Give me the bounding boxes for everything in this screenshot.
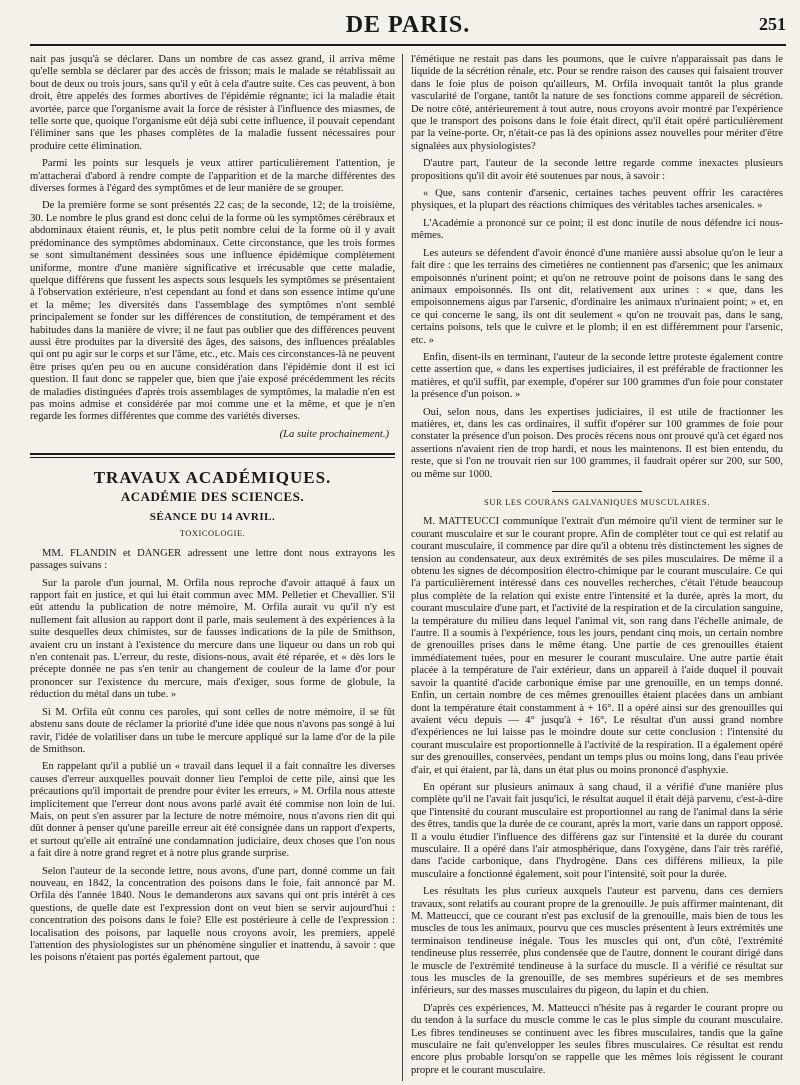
right-paragraph-10: Les résultats les plus curieux auxquels l'auteur est parvenu, dans ces derniers travaux, sont relatifs au courant propre de la grenouille. Je puis affirmer maintenant, dit M. Matteucci, que ce courant n'est pas exclusif de la grenouille, mais bien de tous les muscles de tous les animaux, pourvu que ces muscles présentent à leurs extrémités une terminaison tendineuse inégale. Tous les muscles qui ont, d'un côté, l'extrémité tendineuse plus resserrée, plus condensée que de l'autre, donnent le courant dirigé dans le muscle de l'extrémité tendineuse à la surface du muscle. Il a vérifié ce résultat sur tous les muscles de la grenouille, de ses membres supérieurs et de ses membres inférieurs, sur des masses musculaires du pigeon, du lapin et du chien. [411,886,783,997]
left-paragraph-5: Sur la parole d'un journal, M. Orfila nous reproche d'avoir attaqué à faux un rapport fait en justice, et qui lui était commun avec MM. Pelletier et Chevallier. S'il eût attendu la publication de notre mémoire, M. Orfila aurait vu qu'il n'y est nullement fait allusion au rapport dont il parle, mais seulement à des expériences à la suite desquelles deux chimistes, sur de fausses indications de la pile de Smithson, avaient cru un instant à l'existence du mercure dans une liqueur ou dans un rob qui n'en contenait pas. L'erreur, du reste, disions-nous, avait été réparée, et « dès lors le précepte donnée ne pas s'en tenir au changement de couleur de la lame d'or pour prononcer sur l'existence du mercure, mais d'exiger, sous forme de globule, la réduction du métal dans un tube. » [30,577,395,701]
right-paragraph-4: L'Académie a prononcé sur ce point; il est donc inutile de nous défendre ici nous-mêmes. [411,217,783,242]
left-paragraph-8: Selon l'auteur de la seconde lettre, nous avons, d'une part, donné comme un fait nouveau, en 1842, la concentration des poisons dans le foie, fait annoncé par M. Orfila dès l'année 1840. Nous le demanderons aux savans qui ont pris intérêt à ces questions, de quelle date est l'expression dont on veut bien se servir aujourd'hui : concentration des poisons dans le foie? Elle est postérieure à celle de l'expression : localisation des poisons, par laquelle nous croyons avoir, les premiers, appelé l'attention des physiologistes sur un phénomène singulier et inattendu, à savoir : que les poisons n'étaient pas portés également partout, que [30,865,395,964]
section-title: TRAVAUX ACADÉMIQUES. [93,468,332,488]
right-paragraph-7: Oui, selon nous, dans les expertises judiciaires, il est utile de fractionner les matières, et, dans les cas ordinaires, il suffit d'opérer sur 100 grammes de foie pour constater la présence d'un poison. Des procès récens nous ont prouvé qu'à cet égard nos assertions n'avaient rien de trop hardi, et nous les maintenons. Il est bien entendu, du reste, que si l'on ne trouvait rien sur 100 grammes, il faudrait opérer sur 200, sur 500, ou même sur 1000. [411,406,783,480]
right-paragraph-5: Les auteurs se défendent d'avoir énoncé d'une manière aussi absolue qu'on le leur a fait dire : que les terrains des cimetières ne contiennent pas d'arsenic; que les animaux empoisonnés n'urinent point; et qu'on ne retrouve point de poisons dans le sang des animaux empoisonnés. Ils ont dit, relativement aux urines : « que, dans les empoisonnemens aigus par l'arsenic, d'ordinaire les animaux n'urinaient point; » et, en ce qui concerne le sang, ils ont dit seulement « qu'on ne trouvait pas, dans le sang, certains poisons, tels que le cuivre et le plomb; il en est différemment pour l'arsenic, etc. » [411,247,783,346]
masthead-title: DE PARIS. [345,12,471,38]
left-paragraph-4: MM. FLANDIN et DANGER adressent une lettre dont nous extrayons les passages suivans : [30,547,395,572]
left-paragraph-7: En rappelant qu'il a publié un « travail dans lequel il a fait connaître les diverses causes d'erreur auxquelles pouvait donner lieu l'emploi de cette pile, ainsi que les précautions qu'il importait de prendre pour éviter les erreurs, » M. Orfila nous atteste implicitement que l'erreur dont nous avons parlé avait été commise non loin de lui. Mais, on peut s'en assurer par la lecture de notre mémoire, nous n'avons rien dit qui dût donner à penser qu'une pareille erreur ait été consignée dans un rapport d'experts, et surtout qu'elle ait entraîné une condamnation judiciaire, deux choses que l'on nous a fait dire à notre grand regret et à notre plus grande surprise. [30,761,395,860]
left-paragraph-6: Si M. Orfila eût connu ces paroles, qui sont celles de notre mémoire, il se fût abstenu sans doute de réclamer la priorité d'une idée que nous n'avons pas songé à lui ravir, l'idée de volatiliser dans un tube le mercure appliqué sur la lame d'or de la pile de Smithson. [30,706,395,755]
right-paragraph-11: D'après ces expériences, M. Matteucci n'hésite pas à regarder le courant propre ou du tendon à la surface du muscle comme le cas le plus simple du courant musculaire. Les fibres tendineuses se continuent avec les fibres musculaires, tandis que la gaîne musculaire ne fait qu'envelopper les seules fibres musculaires. Ce résultat est rendu encore plus probable lorsqu'on se rappelle que les mêmes lois régissent le courant propre et le courant musculaire. [411,1002,783,1076]
academy-title: ACADÉMIE DES SCIENCES. [120,488,305,504]
section-rule-thick [30,453,395,455]
right-paragraph-3: « Que, sans contenir d'arsenic, certaines taches peuvent offrir les caractères physiques, et la plupart des réactions chimiques des véritables taches arsenicales. » [411,188,783,212]
subsection-rule [552,491,642,492]
right-paragraph-1: l'émétique ne restait pas dans les poumons, que le cuivre n'apparaissait pas dans le liquide de la sécrétion rénale, etc. Pour se rendre raison des causes qui faisaient trouver dans le foie plus de poison qu'ailleurs, M. Orfila invoquait tantôt la plus grande vascularité de l'organe, tantôt la nature de ses fonctions comme appareil de sécrétion. De notre côté, antérieurement à tout autre, nous croyons avoir montré par l'expérience que le transport des poisons dans le foie était direct, qu'il était opéré particulièrement par la veine-porte. Or, n'était-ce pas là des opinions assez nouvelles pour mériter d'être signalées aux physiologistes? [411,54,783,152]
left-column [30,54,395,1081]
left-paragraph-3: De la première forme se sont présentés 22 cas; de la seconde, 12; de la troisième, 30. Le nombre le plus grand est donc celui de la forme où les symptômes cérébraux et abdominaux étaient réunis, et, le plus petit nombre celui de la forme où il y avait prédominance des symptômes abdominaux. Cette circonstance, que les trois formes se sont simultanément dessinées sous une influence épidémique complètement uniforme, montre d'une manière significative et irrécusable que cette maladie, quelque différens que fussent les aspects sous lesquels les symptômes se présentaient à l'observation extérieure, n'est cependant au fond et dans son essence intime qu'une et la même; les diversités dans l'assemblage des symptômes n'ont semblé principalement se fonder sur les différences de constitution, de tempérament et des habitudes dans la manière de vivre; il ne faut pas oublier que des différences peuvent aussi être produites par la diversité des âges, des saisons, des influences préalables qui ont pu agir sur le corps et sur l'âme, etc., etc. Mais ces circonstances-là ne peuvent être prises qu'en peu ou en aucune considération dans l'épidémie dont il est ici question. Il faut donc se rappeler que, bien que j'aie exposé précédemment les récits de maladies distinguées d'après trois assemblages de symptômes, la maladie n'en est pas moins admise et considérée par moi comme une et la même, et que je n'en regarde les formes différentes que comme des variétés diverses. [30,200,395,423]
right-paragraph-8: M. MATTEUCCI communique l'extrait d'un mémoire qu'il vient de terminer sur le courant musculaire et sur le courant propre. Afin de compléter tout ce qui est relatif au courant musculaire, il commence par dire qu'il a obtenu très distinctement les signes de tension au condensateur, aux deux extrémités de ses piles musculaires. De même il a obtenu les signes de décomposition électro-chimique par le courant musculaire. Ce qui l'a particulièrement intéressé dans ces nouvelles recherches, c'était l'étude beaucoup plus complète de la relation qui existe entre l'intensité et la durée, après la mort, du courant musculaire d'une part, et l'activité de la respiration et de la circulation sanguine, la température du milieu dans lequel l'animal vit, son rang dans l'échelle animale, de l'autre. Il a soumis à l'expérience, tous les jours, pendant cinq mois, un certain nombre de grenouilles prises dans le même étang. Une partie de ces grenouilles étaient immédiatement tuées, pour en mesurer le courant musculaire. Une autre partie était placée à la température de l'air extérieur, dans un appareil à l'aide duquel il pouvait savoir la quantité d'acide carbonique émise par une grenouille, en un temps donné. Enfin, un certain nombre de ces mêmes grenouilles étaient placées dans un ambiant dont la température était constamment à + 16°. Il a opéré ainsi sur des grenouilles qui avaient vécu depuis — 4° jusqu'à + 16°. Le résultat d'un aussi grand nombre d'expériences ne lui laisse pas le moindre doute sur cette conclusion : l'intensité du courant musculaire est proportionnelle à l'activité de la respiration. Il a également opéré sur des grenouilles, conservées, pendant un temps plus ou moins long, dans l'eau privée d'air, et qui étaient, par là, dans un état plus ou moins prononcé d'asphyxie. [411,516,783,776]
page-header [30,4,786,46]
left-paragraph-1: nait pas jusqu'à se déclarer. Dans un nombre de cas assez grand, il arriva même qu'elle sembla se déclarer par des accès de frisson; mais le malade se rétablissait au bout de deux ou trois jours, sans qu'il y eût à cela d'autre suite. Ces cas peuvent, à bon droit, être appelés des formes abortives de l'épidémie régnante; ici la maladie était avortée, parce que l'organisme avait la force de résister à l'influence des miasmes, de telle sorte que, quoique l'organisme eût déjà subi cette influence, il pouvait cependant l'éliminer sans que les phases complètes de la maladie fussent nécessaires pour produire cette élimination. [30,54,395,152]
topic-heading: TOXICOLOGIE. [179,528,246,539]
page-number: 251 [759,14,786,34]
right-paragraph-6: Enfin, disent-ils en terminant, l'auteur de la seconde lettre proteste également contre cette assertion que, « dans les expertises judiciaires, il est préférable de fractionner les matières, et qu'il suffit, par exemple, d'opérer sur 100 grammes d'un foie pour constater la présence d'un poison. » [411,351,783,401]
article-continuation-note: (La suite prochainement.) [279,428,389,440]
right-paragraph-9: En opérant sur plusieurs animaux à sang chaud, il a vérifié d'une manière plus complète qu'il ne l'avait fait jusqu'ici, le résultat auquel il était déjà parvenu, c'est-à-dire que l'intensité du courant musculaire est proportionnel au rang de l'animal dans la série des êtres, tandis que la durée de ce courant, après la mort, varie dans un rapport opposé. Il a voulu étudier l'influence des différens gaz sur l'intensité et la durée du courant musculaire. Il a opéré dans l'air atmosphérique, dans l'oxygène, dans l'air très raréfié, dans l'acide carbonique, dans l'hydrogène. Dans ces différens milieux, la pile musculaire a fonctionné également, soit pour l'intensité, soit pour la durée. [411,781,783,880]
column-divider [402,54,403,1081]
right-paragraph-2: D'autre part, l'auteur de la seconde lettre regarde comme inexactes plusieurs propositions qu'il dit avoir été soutenues par nous, à savoir : [411,158,783,182]
right-column [411,54,783,1081]
session-date: SÉANCE DU 14 AVRIL. [149,511,276,523]
subsection-heading: SUR LES COURANS GALVANIQUES MUSCULAIRES. [484,497,710,507]
left-paragraph-2: Parmi les points sur lesquels je veux attirer particulièrement l'attention, je m'attacherai d'abord à rendre compte de l'apparition et de la marche différentes des diverses formes à l'égard des symptômes et de leur manière de se grouper. [30,158,395,195]
section-rule-thin [30,457,395,458]
